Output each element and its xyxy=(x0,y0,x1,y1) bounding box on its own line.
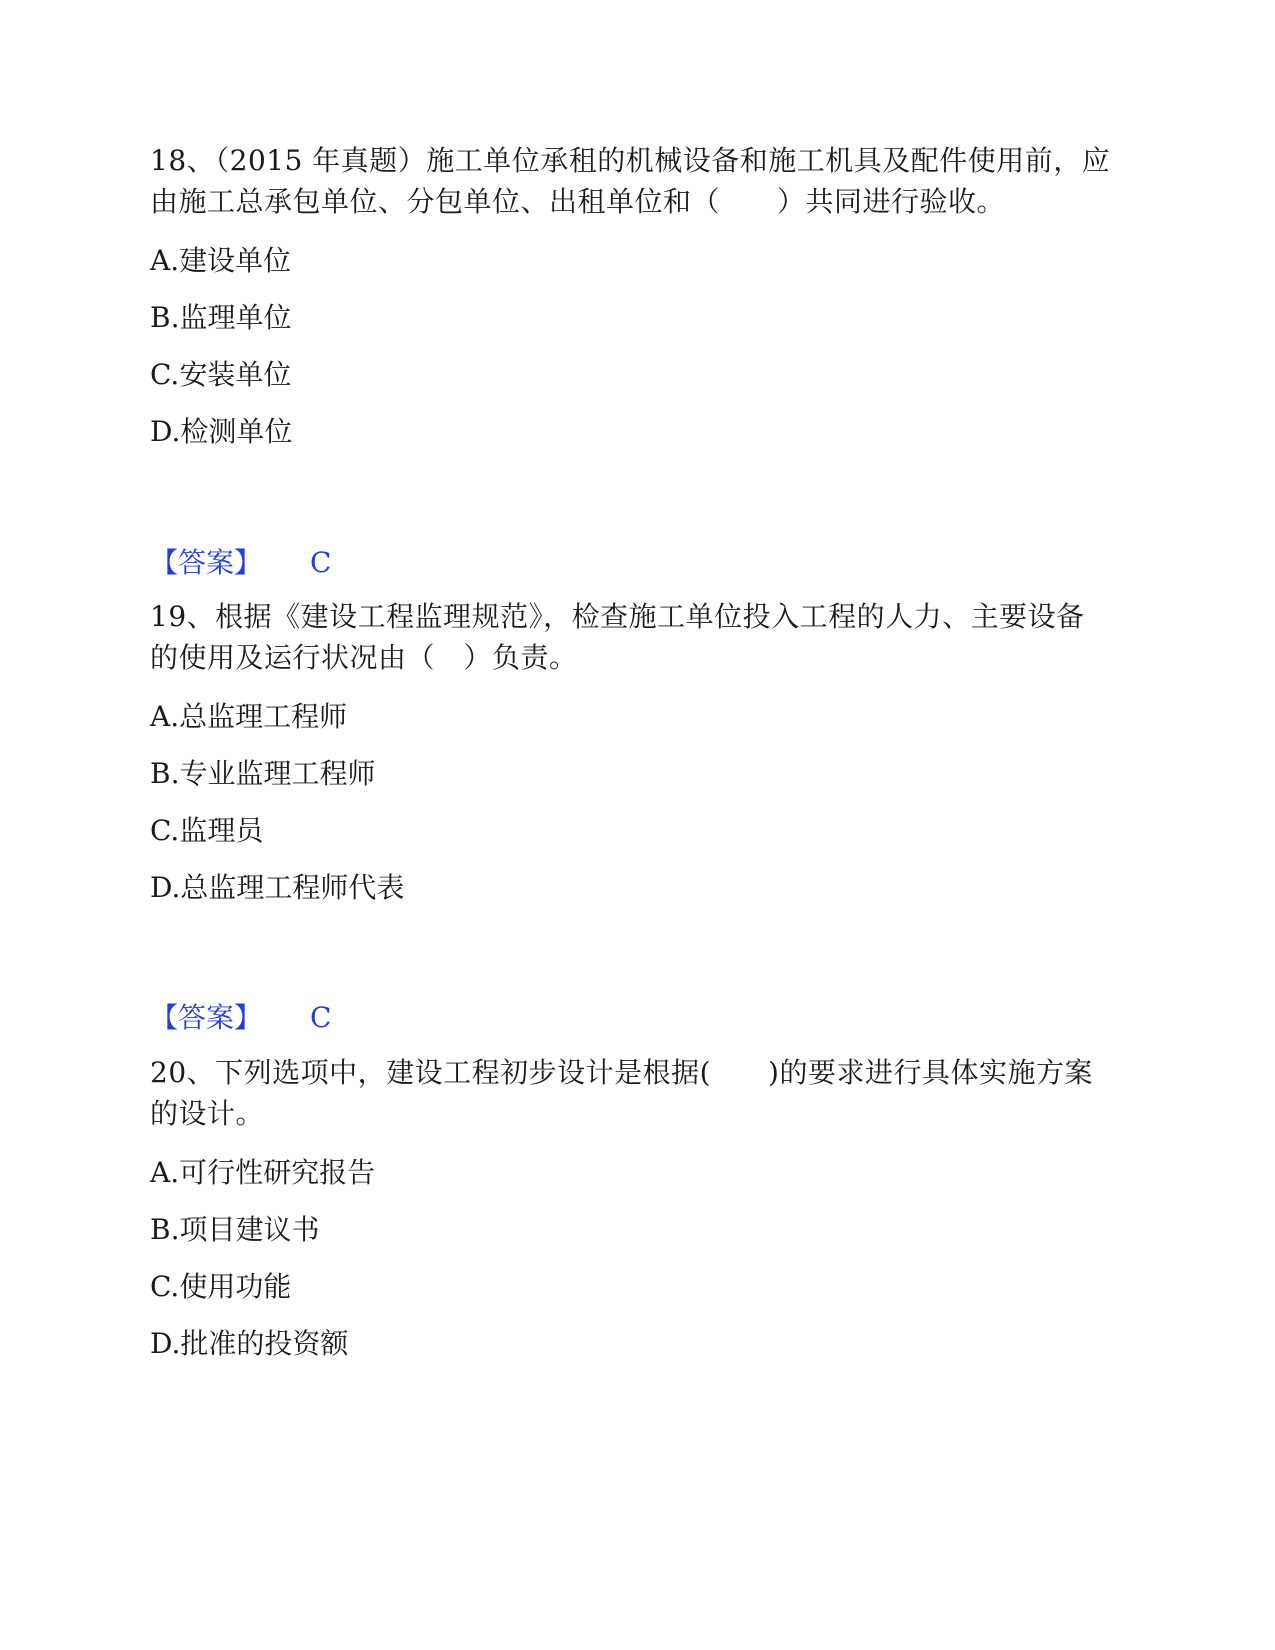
question-stem-line: 的使用及运行状况由（ ）负责。 xyxy=(150,641,578,674)
option-c: C.监理员 xyxy=(150,814,264,847)
question-stem-line: 由施工总承包单位、分包单位、出租单位和（ ）共同进行验收。 xyxy=(150,185,1006,218)
answer-label: 【答案】 xyxy=(150,546,263,579)
question-20 xyxy=(150,1052,1130,1372)
option-d: D.检测单位 xyxy=(150,415,293,448)
answer-value: C xyxy=(310,1001,332,1034)
question-stem-line: 18、（2015 年真题）施工单位承租的机械设备和施工机具及配件使用前，应 xyxy=(150,144,1111,177)
option-a: A.建设单位 xyxy=(150,244,292,277)
question-stem-line: 19、根据《建设工程监理规范》，检查施工单位投入工程的人力、主要设备 xyxy=(150,600,1085,633)
option-b: B.专业监理工程师 xyxy=(150,757,376,790)
option-d: D.总监理工程师代表 xyxy=(150,871,405,904)
question-stem-line: 20、下列选项中，建设工程初步设计是根据( )的要求进行具体实施方案 xyxy=(150,1056,1093,1089)
option-b: B.监理单位 xyxy=(150,301,292,334)
answer-18 xyxy=(150,543,331,583)
option-list xyxy=(150,688,1130,916)
option-c: C.使用功能 xyxy=(150,1270,292,1303)
question-19 xyxy=(150,596,1130,916)
question-stem xyxy=(150,596,1130,678)
question-18 xyxy=(150,140,1130,460)
option-d: D.批准的投资额 xyxy=(150,1327,349,1360)
question-stem xyxy=(150,140,1130,222)
question-stem-line: 的设计。 xyxy=(150,1097,265,1130)
answer-label: 【答案】 xyxy=(150,1001,263,1034)
answer-value: C xyxy=(310,546,332,579)
option-c: C.安装单位 xyxy=(150,358,292,391)
answer-19 xyxy=(150,998,331,1038)
question-stem xyxy=(150,1052,1130,1134)
option-a: A.总监理工程师 xyxy=(150,700,348,733)
option-b: B.项目建议书 xyxy=(150,1213,320,1246)
option-a: A.可行性研究报告 xyxy=(150,1156,376,1189)
option-list xyxy=(150,1144,1130,1372)
option-list xyxy=(150,232,1130,460)
